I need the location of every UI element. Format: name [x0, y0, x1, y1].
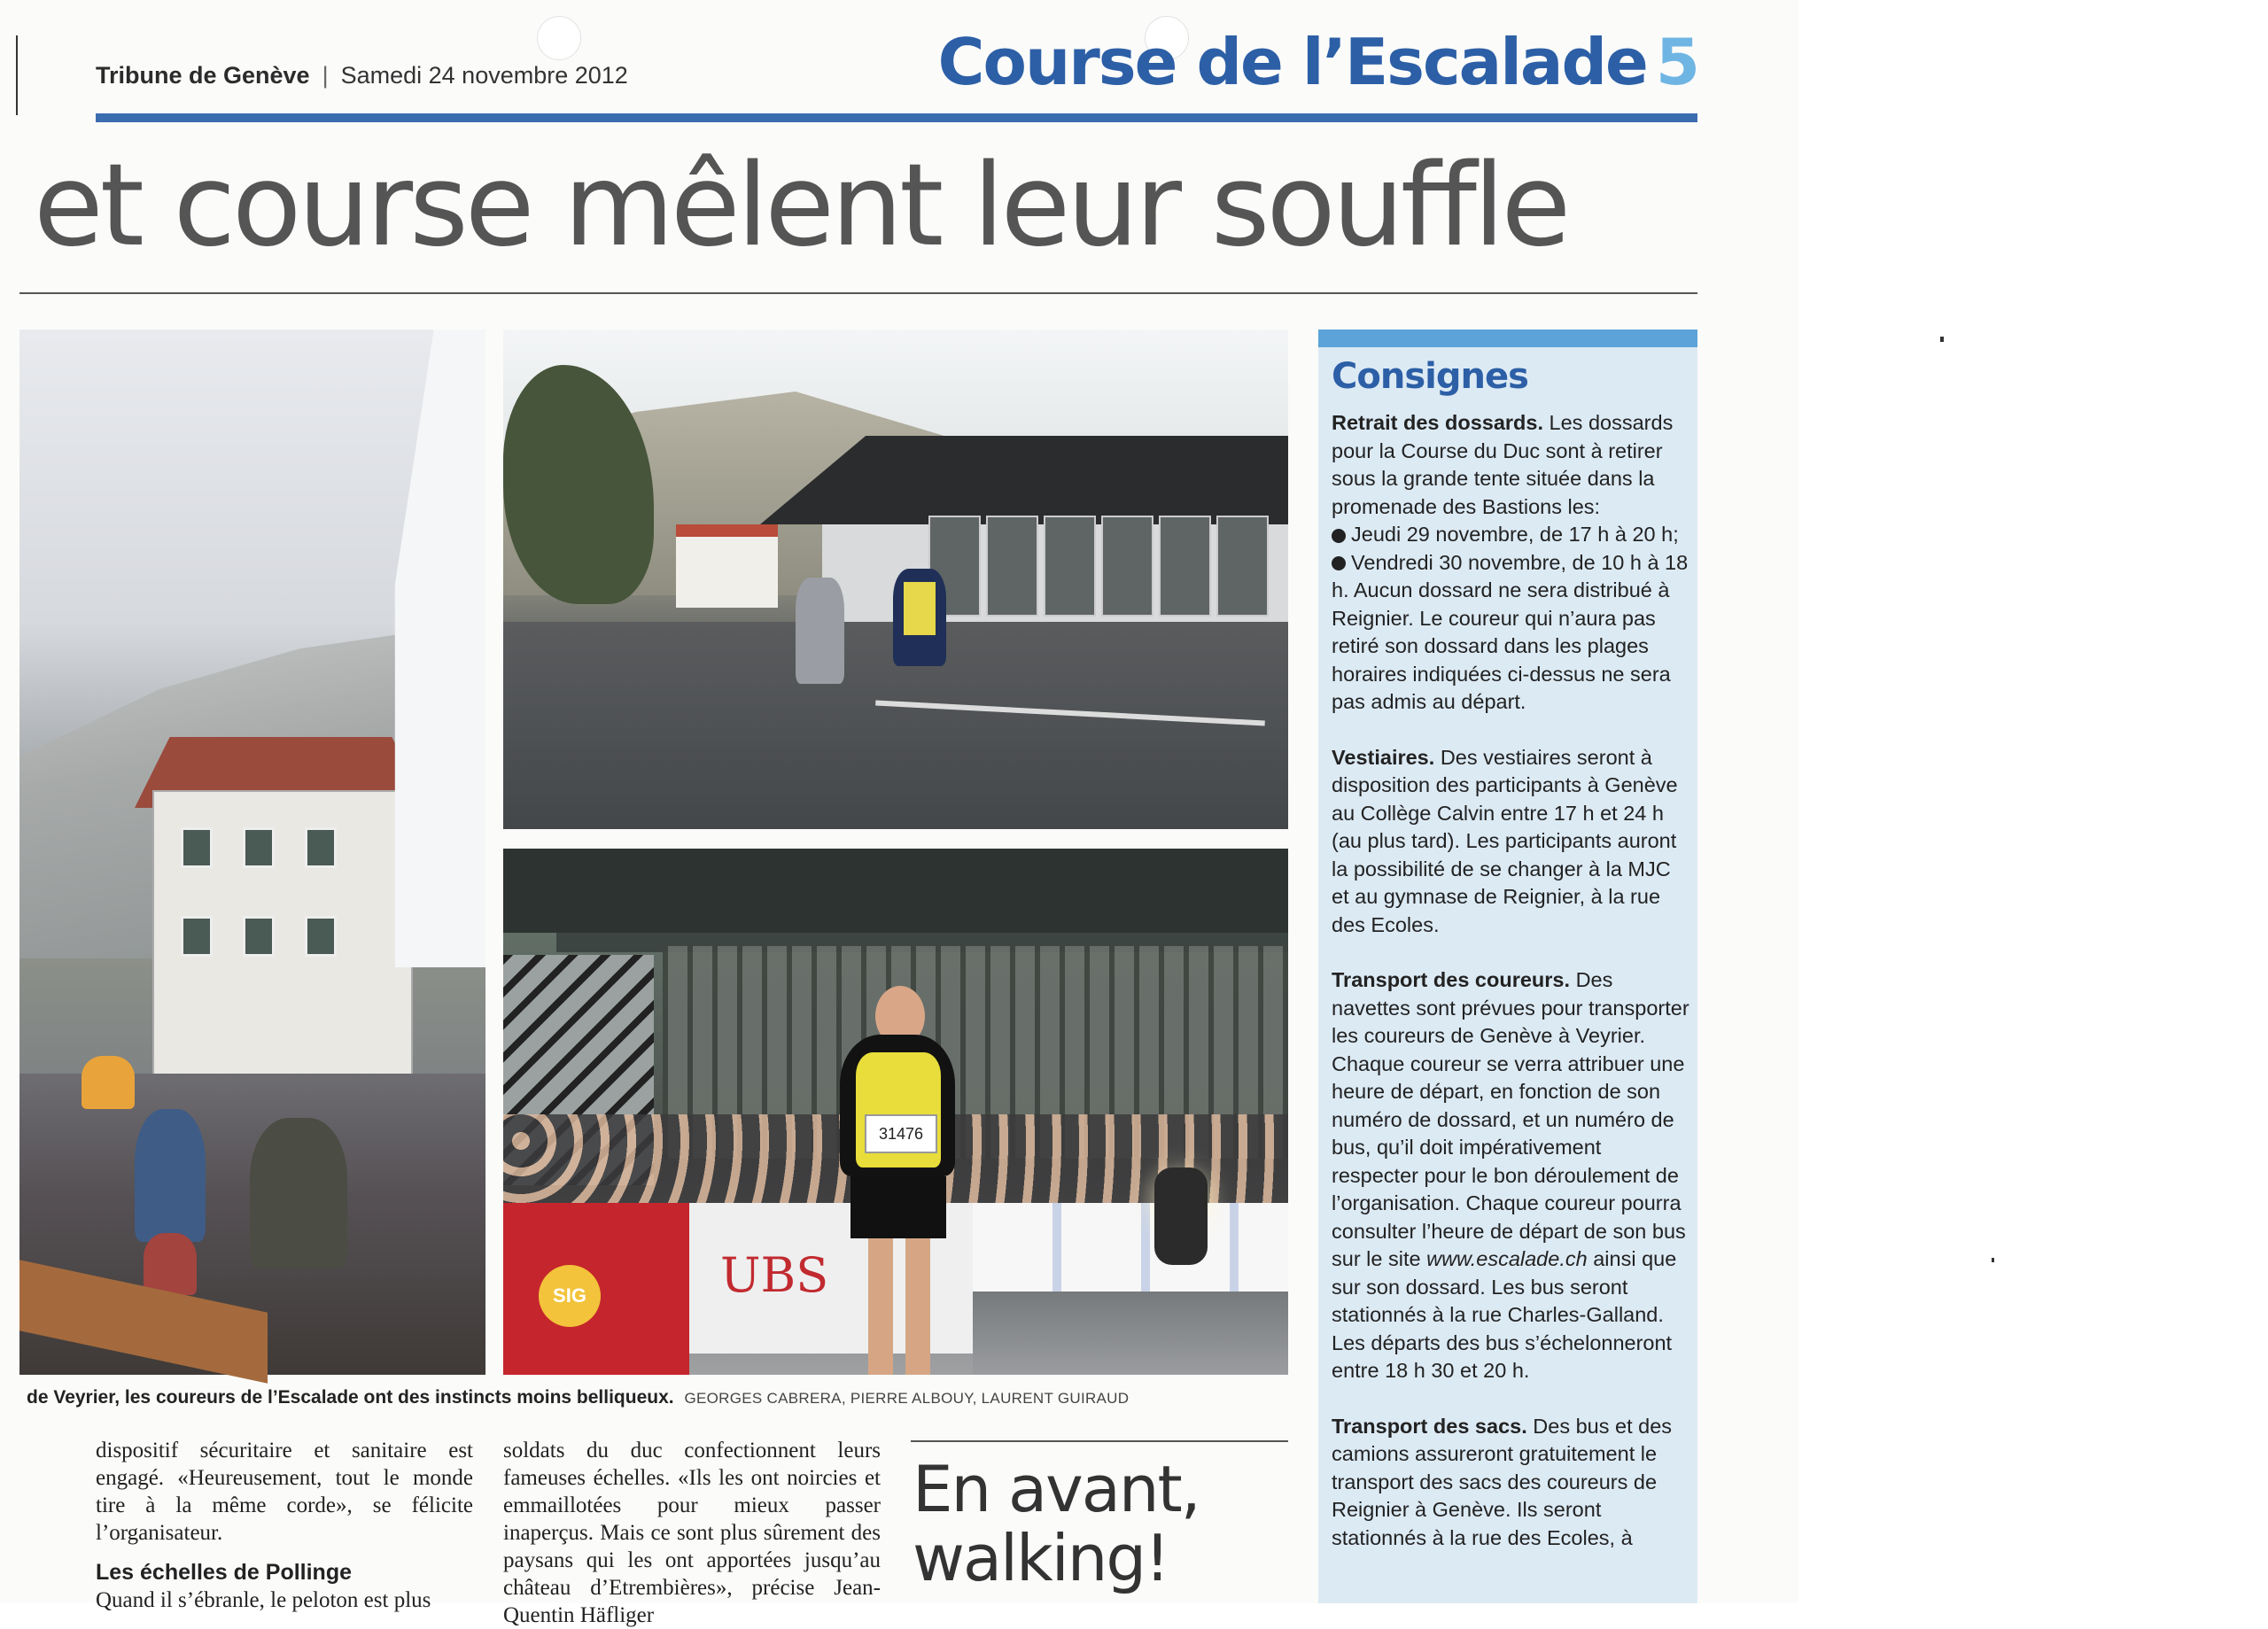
window — [243, 827, 275, 868]
vestiaires-text: Des vestiaires seront à disposition des participants à Genève au Collège Calvin entre 17 h et 24 h (au plus tard). Les participants auront la possibilité de se changer à la MJC et au gymnase de Reignier, à la rue des Ecoles. — [1332, 745, 1678, 936]
window — [1159, 516, 1211, 617]
sponsor-banners — [973, 1203, 1288, 1292]
ubs-banner-text: UBS — [720, 1247, 829, 1303]
window — [986, 516, 1038, 617]
window — [1044, 516, 1096, 617]
secondary-headline — [913, 1454, 1200, 1593]
cut-off-line: Quand il s’ébranle, le peloton est plus — [96, 1588, 431, 1612]
bib-number: 31476 — [865, 1114, 937, 1153]
sidebar-title: Consignes — [1332, 356, 1528, 397]
transport-text: Des navettes sont prévues pour transporter les coureurs de Genève à Veyrier. Chaque coureur se verra attribuer une heure de départ, en fonction de son numéro de dossard, et un numéro de bus, qu’il doit impérativement respecter pour le bon déroulement de l’organisation. Chaque coureur pourra consulter l’heure de départ de son bus sur le site — [1332, 968, 1689, 1270]
caption-text: de Veyrier, les coureurs de l’Escalade ont des instincts moins belliqueux. — [27, 1387, 674, 1408]
window — [181, 827, 213, 868]
sacs-paragraph — [1332, 1413, 1693, 1553]
website-link[interactable]: www.escalade.ch — [1426, 1247, 1588, 1270]
transport-paragraph — [1332, 966, 1693, 1385]
photo-credit: GEORGES CABRERA, PIERRE ALBOUY, LAURENT GUIRAUD — [684, 1390, 1130, 1407]
retrait-item-1: Jeudi 29 novembre, de 17 h à 20 h; — [1351, 523, 1679, 546]
section-title — [938, 25, 1698, 99]
kicker-rule — [911, 1440, 1288, 1442]
page-edge-mark — [16, 35, 18, 115]
kicker-line-2: walking! — [913, 1521, 1169, 1595]
sacs-label: Transport des sacs. — [1332, 1414, 1527, 1438]
village-house — [152, 790, 413, 1077]
scan-speck — [1992, 1258, 1994, 1262]
runner-shorts — [144, 1233, 197, 1295]
article-paragraph: dispositif sécuritaire et sanitaire est engagé. «Heureusement, tout le monde tire à la même corde», se félicite l’organisateur. — [96, 1439, 473, 1545]
runner-vest — [904, 582, 936, 635]
window — [243, 916, 275, 957]
window — [181, 916, 213, 957]
header-rule — [96, 113, 1697, 122]
issue-date: Samedi 24 novembre 2012 — [340, 62, 628, 89]
punch-hole — [537, 16, 581, 60]
retrait-text: Les dossards pour la Course du Duc sont à retirer sous la grande tente située dans la promenade des Bastions les: — [1332, 411, 1674, 518]
photo-caption — [27, 1387, 1129, 1408]
headline-rule — [19, 292, 1697, 294]
retrait-paragraph — [1332, 409, 1693, 717]
page-number: 5 — [1655, 25, 1698, 99]
transport-text-2: ainsi que sur son dossard. Les bus seront stationnés à la rue Charles-Galland. Les départs des bus s’échelonneront entre 18 h 30 et 20 h. — [1332, 1247, 1677, 1382]
article-paragraph: soldats du duc confectionnent leurs fameuses échelles. «Ils les ont noircies et emmaillotées pour mieux passer inaperçus. Mais ce sont plus sûrement des paysans qui les ont apportées jusqu’au château d’Etrembières», précise Jean-Quentin Häfliger — [503, 1439, 881, 1627]
window — [1101, 516, 1153, 617]
runner-shorts — [850, 1176, 946, 1238]
sidebar-body — [1332, 409, 1693, 1579]
runner-grey — [796, 578, 844, 684]
runner-blurred — [250, 1118, 347, 1268]
house — [676, 524, 778, 608]
photo-veyrier-street — [19, 330, 485, 1375]
header-separator: | — [322, 62, 329, 89]
motorbike — [1154, 1167, 1208, 1265]
newspaper-name: Tribune de Genève — [96, 62, 310, 89]
retrait-item-2: Vendredi 30 novembre, de 10 h à 18 h. Aucun dossard ne sera distribué à Reignier. Le coureur qui n’aura pas retiré son dossard dans les plages horaires indiquées ci-dessus ne sera pas admis au départ. — [1332, 550, 1689, 713]
article-column-2 — [503, 1437, 881, 1629]
bullet-icon — [1332, 529, 1346, 543]
window — [305, 916, 337, 957]
page-header — [96, 62, 628, 89]
sidebar-top-bar — [1318, 330, 1697, 347]
sig-logo: SIG — [539, 1265, 601, 1327]
article-headline: et course mêlent leur souffle — [34, 140, 1568, 272]
vestiaires-paragraph — [1332, 744, 1693, 940]
article-subhead: Les échelles de Pollinge — [96, 1560, 353, 1585]
transport-label: Transport des coureurs. — [1332, 968, 1571, 991]
sacs-text: Des bus et des camions assureront gratuitement le transport des sacs des coureurs de Reignier à Genève. Ils seront stationnés à la rue des Ecoles, à — [1332, 1414, 1673, 1549]
canopy — [503, 849, 1288, 933]
umbrella-yellow — [82, 1056, 135, 1109]
scan-speck — [1940, 337, 1944, 342]
window — [305, 827, 337, 868]
bullet-icon — [1332, 556, 1346, 570]
vestiaires-label: Vestiaires. — [1332, 745, 1435, 769]
window — [1216, 516, 1269, 617]
photo-runners-road — [503, 330, 1288, 829]
runner-legs — [868, 1238, 930, 1375]
photo-runner-finish — [503, 849, 1288, 1375]
article-column-1 — [96, 1437, 473, 1612]
runner — [135, 1109, 206, 1242]
kicker-line-1: En avant, — [913, 1452, 1200, 1526]
section-name: Course de l’Escalade — [937, 25, 1647, 99]
consignes-sidebar — [1318, 330, 1697, 1603]
retrait-label: Retrait des dossards. — [1332, 411, 1544, 434]
wet-ground — [973, 1292, 1288, 1375]
